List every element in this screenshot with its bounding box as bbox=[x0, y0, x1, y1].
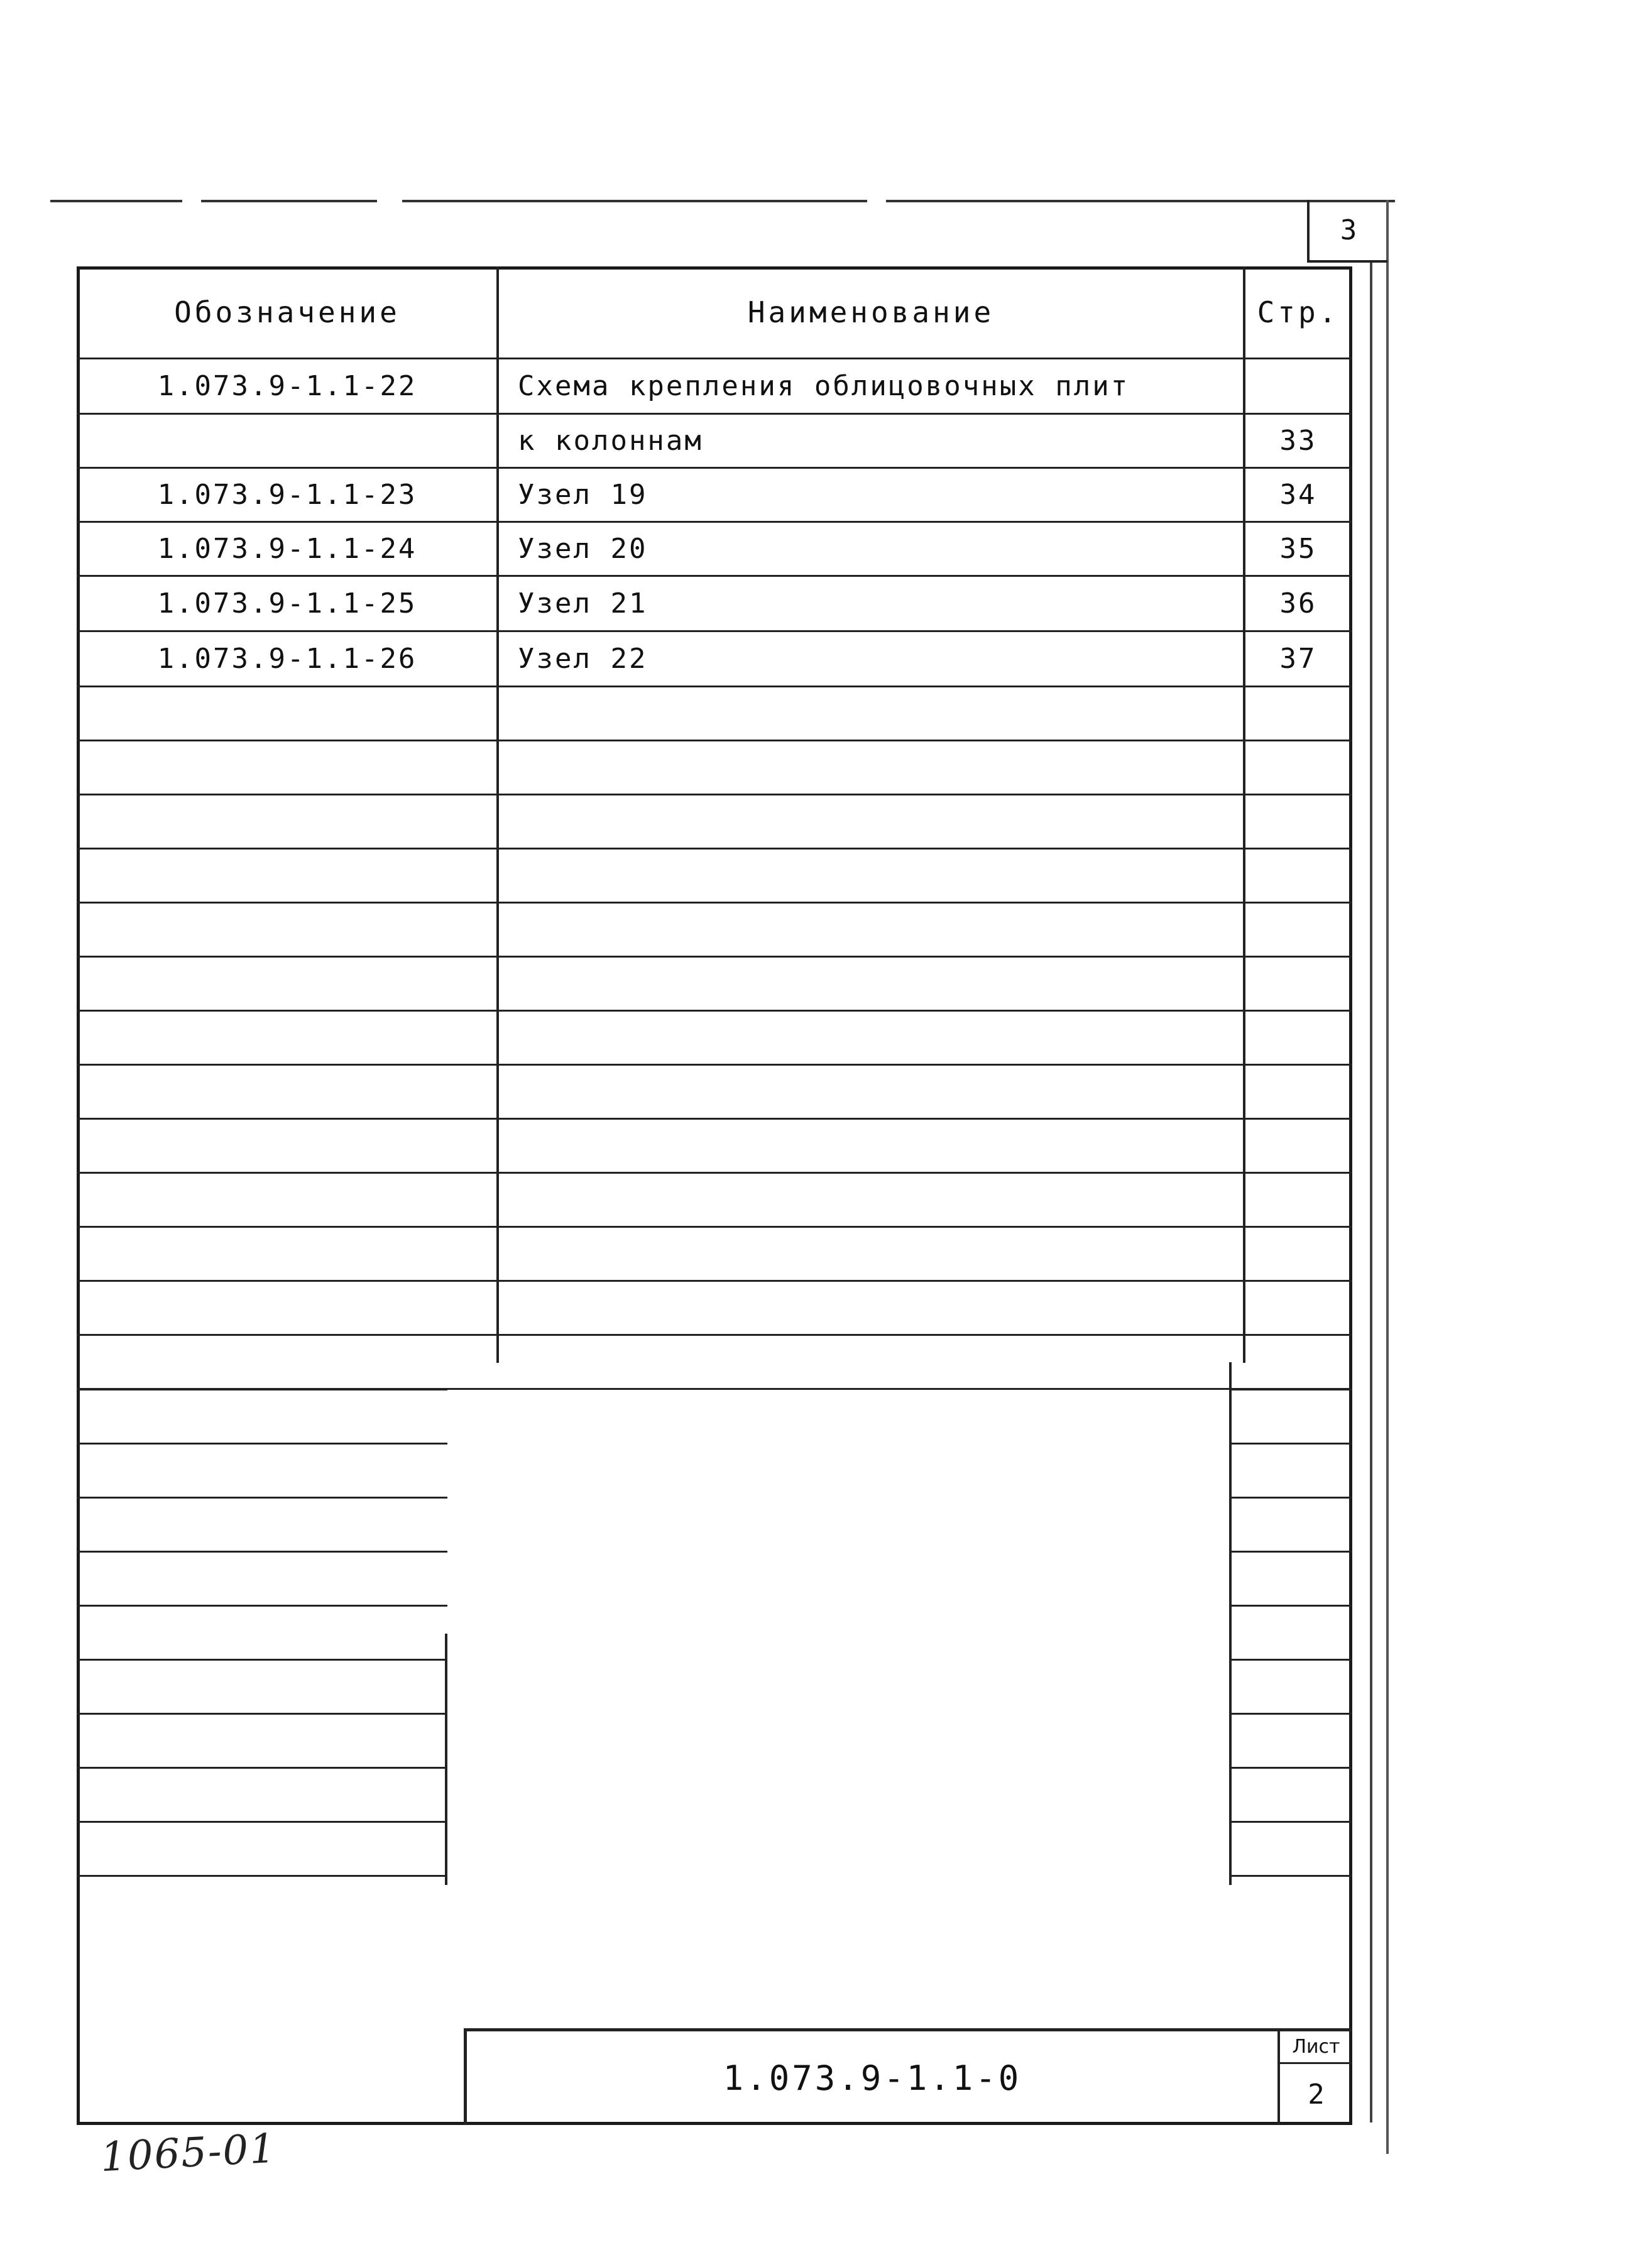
table-row bbox=[77, 577, 1352, 632]
lower-left-divider bbox=[445, 1634, 447, 1885]
empty-row bbox=[77, 1228, 1352, 1282]
sheet-number: 2 bbox=[1308, 2079, 1325, 2111]
sheet-box bbox=[1277, 2031, 1352, 2125]
row-name: Схема крепления облицовочных плит bbox=[518, 370, 1130, 402]
empty-row bbox=[77, 849, 1352, 904]
empty-row bbox=[77, 741, 1352, 795]
lower-left-line bbox=[77, 1875, 447, 1877]
row-designation bbox=[77, 415, 498, 467]
row-page bbox=[1244, 359, 1352, 413]
outer-right-border bbox=[1386, 200, 1389, 2154]
empty-row bbox=[77, 958, 1352, 1012]
empty-row bbox=[77, 795, 1352, 849]
frame-right-double-line bbox=[1370, 263, 1372, 2122]
lower-left-line bbox=[77, 1659, 447, 1661]
title-block bbox=[464, 2028, 1352, 2125]
lower-right-divider bbox=[1229, 1362, 1232, 1885]
row-designation: 1.073.9-1.1-23 bbox=[157, 479, 417, 511]
lower-left-line bbox=[77, 1497, 447, 1499]
row-name: к колоннам bbox=[518, 425, 703, 457]
lower-right-line bbox=[1230, 1713, 1352, 1715]
lower-left-line bbox=[77, 1767, 447, 1769]
row-page: 37 bbox=[1279, 643, 1317, 675]
lower-right-line bbox=[1230, 1551, 1352, 1553]
header-designation: Обозначение bbox=[174, 295, 400, 329]
row-name: Узел 19 bbox=[518, 479, 648, 511]
empty-row bbox=[77, 904, 1352, 958]
lower-right-line bbox=[1230, 1497, 1352, 1499]
table-row bbox=[77, 469, 1352, 523]
empty-row bbox=[77, 1066, 1352, 1120]
document-code: 1.073.9-1.1-0 bbox=[723, 2058, 1022, 2098]
lower-left-line bbox=[77, 1713, 447, 1715]
table-row bbox=[77, 415, 1352, 469]
lower-left-line bbox=[77, 1605, 447, 1607]
lower-right-line bbox=[1230, 1659, 1352, 1661]
lower-left-line bbox=[77, 1551, 447, 1553]
row-designation: 1.073.9-1.1-22 bbox=[157, 370, 417, 402]
lower-right-line bbox=[1230, 1443, 1352, 1445]
empty-row bbox=[77, 1012, 1352, 1066]
row-name: Узел 22 bbox=[518, 643, 648, 675]
top-rule bbox=[50, 200, 1395, 202]
page-number: 3 bbox=[1340, 214, 1357, 246]
lower-right-line bbox=[1230, 1875, 1352, 1877]
header-page: Стр. bbox=[1257, 295, 1340, 329]
lower-right-line bbox=[1230, 1605, 1352, 1607]
handwritten-note: 1065-01 bbox=[99, 2125, 278, 2182]
column-divider-1 bbox=[496, 266, 499, 1363]
sheet-label: Лист bbox=[1280, 2031, 1352, 2064]
row-name: Узел 21 bbox=[518, 587, 648, 620]
table-row bbox=[77, 359, 1352, 415]
row-name: Узел 20 bbox=[518, 533, 648, 565]
row-designation: 1.073.9-1.1-25 bbox=[157, 587, 417, 620]
empty-row bbox=[77, 687, 1352, 741]
lower-right-line bbox=[1230, 1821, 1352, 1823]
table-row bbox=[77, 632, 1352, 687]
lower-right-line bbox=[1230, 1389, 1352, 1390]
empty-row bbox=[77, 1282, 1352, 1336]
lower-left-line bbox=[77, 1443, 447, 1445]
empty-row bbox=[77, 1120, 1352, 1174]
lower-right-line bbox=[1230, 1767, 1352, 1769]
empty-row bbox=[77, 1336, 1352, 1390]
row-page: 34 bbox=[1279, 479, 1317, 511]
row-page: 33 bbox=[1279, 425, 1317, 457]
row-page: 35 bbox=[1279, 533, 1317, 565]
column-divider-2 bbox=[1243, 266, 1245, 1363]
row-designation: 1.073.9-1.1-24 bbox=[157, 533, 417, 565]
row-page: 36 bbox=[1279, 587, 1317, 620]
page-number-box bbox=[1307, 200, 1387, 263]
lower-left-line bbox=[77, 1389, 447, 1390]
table-header-row bbox=[77, 266, 1352, 359]
row-designation: 1.073.9-1.1-26 bbox=[157, 643, 417, 675]
header-name: Наименование bbox=[747, 295, 995, 329]
table-row bbox=[77, 523, 1352, 577]
lower-left-line bbox=[77, 1821, 447, 1823]
empty-row bbox=[77, 1174, 1352, 1228]
